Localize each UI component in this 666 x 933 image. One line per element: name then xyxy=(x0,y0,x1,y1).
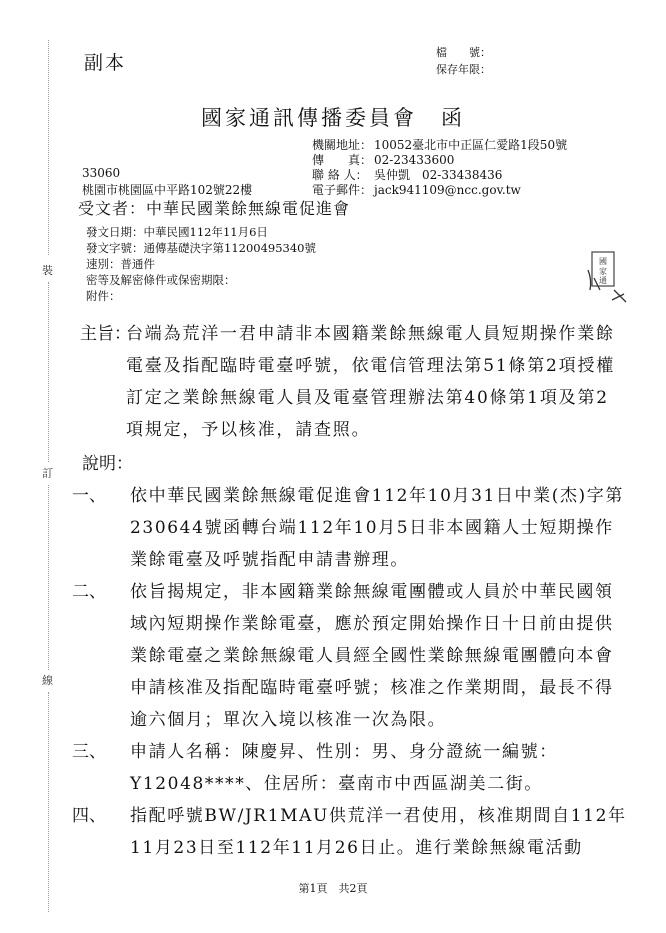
sender-contact-value: 吳仲凱 02-33438436 xyxy=(374,168,503,182)
explanation-item-text: 指配呼號BW/JR1MAU供荒洋一君使用，核准期間自112年11月23日至112年11月26日止。進行業餘無線電活動 xyxy=(130,806,627,858)
meta-attachment: 附件： xyxy=(86,289,121,303)
recipient-postal-code: 33060 xyxy=(82,166,121,180)
file-number-block xyxy=(436,44,491,78)
svg-text:國: 國 xyxy=(599,257,607,266)
svg-text:家: 家 xyxy=(599,267,607,276)
binding-mark-ding: 訂 xyxy=(42,467,53,480)
recipient-name: 受文者：中華民國業餘無線電促進會 xyxy=(78,199,351,218)
subject-text: 台端為荒洋一君申請非本國籍業餘無線電人員短期操作業餘電臺及指配臨時電臺呼號，依電信管理法第51條第2項授權訂定之業餘無線電人員及電臺管理辦法第40條第1項及第2項規定，予以核准，請查照。 xyxy=(126,324,616,440)
explanation-item-number: 一、 xyxy=(72,486,106,506)
subject-label: 主旨： xyxy=(80,324,131,344)
binding-line-lower xyxy=(48,485,49,670)
sender-email-row xyxy=(312,183,567,198)
explanation-item-text: 依中華民國業餘無線電促進會112年10月31日中業(杰)字第230644號函轉台端112年10月5日非本國籍人士短期操作業餘電臺及呼號指配申請書辦理。 xyxy=(130,486,624,570)
binding-mark-zhuang: 裝 xyxy=(42,264,53,277)
sender-address-value: 10052臺北市中正區仁愛路1段50號 xyxy=(374,138,568,152)
meta-speed: 速別：普通件 xyxy=(86,257,155,271)
document-meta xyxy=(86,224,316,304)
binding-line-bottom xyxy=(48,692,49,912)
explanation-item-text: 依旨揭規定，非本國籍業餘無線電團體或人員於中華民國領域內短期操作業餘電臺，應於預定開始操作日十日前由提供業餘電臺之業餘無線電人員經全國性業餘無線電團體向本會申請核准及指配臨時電臺呼號；核准之作業期間，最長不得逾六個月；單次入境以核准一次為限。 xyxy=(130,582,614,730)
sender-contact-label: 聯 絡 人： xyxy=(312,168,368,182)
sender-address-row xyxy=(312,138,567,153)
svg-text:通: 通 xyxy=(599,276,607,285)
recipient-address: 桃園市桃園區中平路102號22樓 xyxy=(82,183,253,197)
explanation-item-number: 三、 xyxy=(72,742,106,762)
sender-info xyxy=(312,138,567,198)
binding-line-top xyxy=(48,40,49,255)
explanation-item-number: 二、 xyxy=(72,582,106,602)
explanation-item-text: 申請人名稱：陳慶昇、性別：男、身分證統一編號：Y12048****、住居所：臺南市中西區湖美二街。 xyxy=(130,742,558,794)
binding-mark-xian: 線 xyxy=(42,674,53,687)
retention-label: 保存年限： xyxy=(436,63,491,76)
meta-issue-date: 發文日期：中華民國112年11月6日 xyxy=(86,225,268,239)
explanation-item-3 xyxy=(72,736,630,800)
sender-contact-row xyxy=(312,168,567,183)
explanation-label: 說明： xyxy=(82,454,133,474)
explanation-item-4 xyxy=(72,800,630,864)
explanation-item-number: 四、 xyxy=(72,806,106,826)
sender-email-label: 電子郵件： xyxy=(312,183,373,197)
explanation-item-2 xyxy=(72,576,630,736)
sender-fax-value: 02-23433600 xyxy=(374,153,455,167)
document-title: 國家通訊傳播委員會 函 xyxy=(201,106,465,130)
file-number-label: 檔 號： xyxy=(436,46,491,59)
subject-section xyxy=(80,318,620,446)
meta-confidentiality: 密等及解密條件或保密期限： xyxy=(86,273,236,287)
sender-email-value: jack941109@ncc.gov.tw xyxy=(374,183,521,197)
meta-document-number: 發文字號：通傳基礎決字第11200495340號 xyxy=(86,241,316,255)
sender-fax-row xyxy=(312,153,567,168)
binding-line-middle xyxy=(48,282,49,462)
page-footer: 第1頁 共2頁 xyxy=(298,882,368,895)
seal-stamp-icon xyxy=(584,250,632,312)
sender-fax-label: 傳 真： xyxy=(312,153,373,167)
sender-address-label: 機關地址： xyxy=(312,138,373,152)
explanation-item-1 xyxy=(72,480,630,576)
copy-mark: 副本 xyxy=(84,52,127,74)
